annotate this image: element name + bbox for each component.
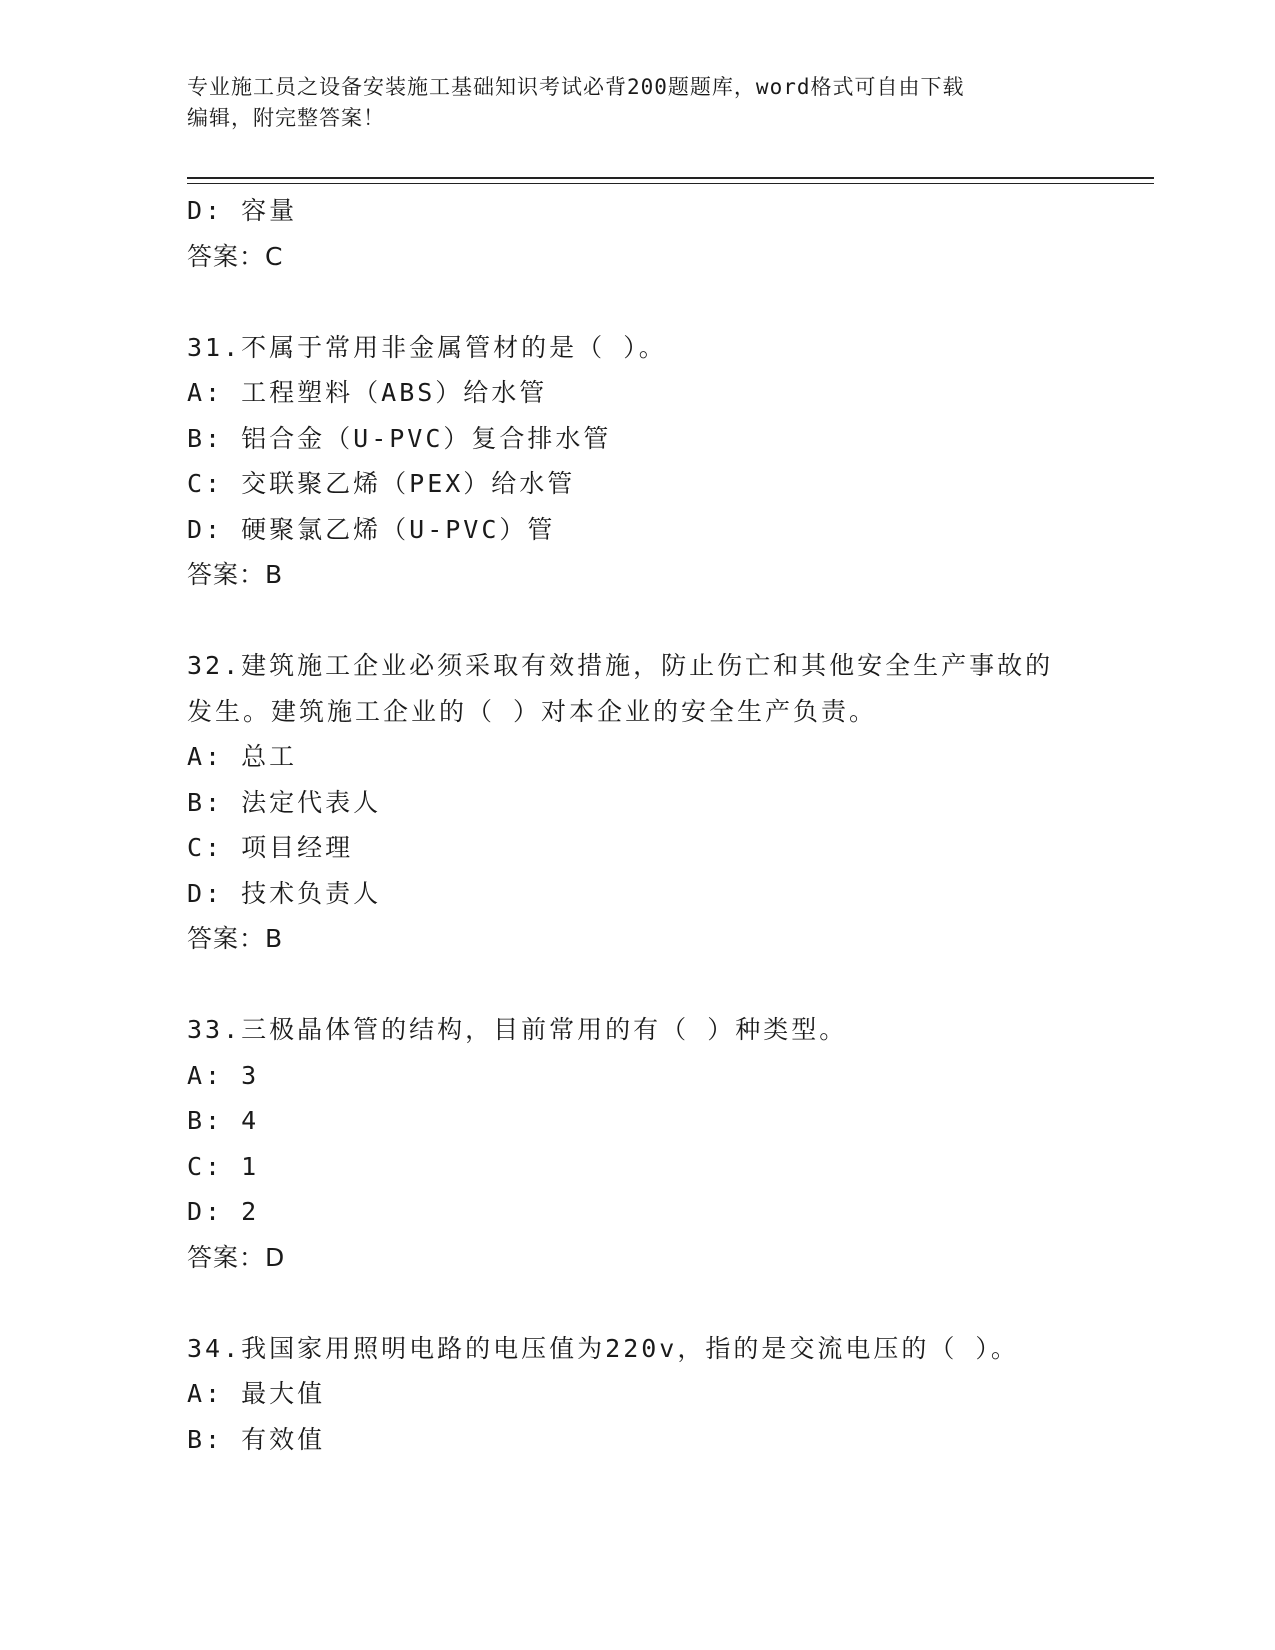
question-block-31 bbox=[187, 325, 1087, 598]
question-stem: 33.三极晶体管的结构，目前常用的有（ ）种类型。 bbox=[187, 1015, 848, 1044]
option-a: A: 最大值 bbox=[187, 1379, 326, 1408]
option-a: A: 总工 bbox=[187, 742, 298, 771]
question-block-32 bbox=[187, 643, 1087, 962]
option-a: A: 3 bbox=[187, 1060, 260, 1090]
option-d: D: 硬聚氯乙烯（U-PVC）管 bbox=[187, 514, 556, 544]
spacer bbox=[187, 598, 1087, 644]
question-block-34 bbox=[187, 1326, 1087, 1463]
question-stem-line-1: 32.建筑施工企业必须采取有效措施，防止伤亡和其他安全生产事故的 bbox=[187, 651, 1054, 680]
option-c: C: 1 bbox=[187, 1151, 260, 1181]
prev-option-d: D: 容量 bbox=[187, 196, 298, 225]
option-c: C: 交联聚乙烯（PEX）给水管 bbox=[187, 469, 576, 498]
option-b: B: 有效值 bbox=[187, 1424, 326, 1454]
page-header bbox=[187, 72, 1087, 134]
header-divider-thin bbox=[187, 183, 1154, 184]
header-title-line-1: 专业施工员之设备安装施工基础知识考试必背200题题库，word格式可自由下载 bbox=[187, 75, 965, 99]
spacer bbox=[187, 962, 1087, 1008]
answer: 答案：B bbox=[187, 560, 284, 589]
prev-answer: 答案：C bbox=[187, 241, 284, 271]
question-stem: 34.我国家用照明电路的电压值为220v，指的是交流电压的（ ）。 bbox=[187, 1333, 1019, 1363]
option-b: B: 4 bbox=[187, 1106, 260, 1135]
question-list bbox=[187, 188, 1087, 1462]
header-divider-thick bbox=[187, 177, 1154, 179]
option-d: D: 技术负责人 bbox=[187, 878, 382, 908]
answer: 答案：B bbox=[187, 924, 284, 953]
question-stem-line-2: 发生。建筑施工企业的（ ）对本企业的安全生产负责。 bbox=[187, 696, 878, 726]
header-title-line-2: 编辑，附完整答案！ bbox=[187, 106, 385, 130]
question-block-33 bbox=[187, 1007, 1087, 1280]
option-a: A: 工程塑料（ABS）给水管 bbox=[187, 378, 548, 407]
option-d: D: 2 bbox=[187, 1197, 260, 1226]
answer: 答案：D bbox=[187, 1242, 286, 1272]
spacer bbox=[187, 279, 1087, 325]
option-c: C: 项目经理 bbox=[187, 833, 354, 862]
spacer bbox=[187, 1280, 1087, 1326]
option-b: B: 铝合金（U-PVC）复合排水管 bbox=[187, 423, 612, 453]
option-b: B: 法定代表人 bbox=[187, 787, 382, 817]
question-stem: 31.不属于常用非金属管材的是（ ）。 bbox=[187, 332, 667, 362]
